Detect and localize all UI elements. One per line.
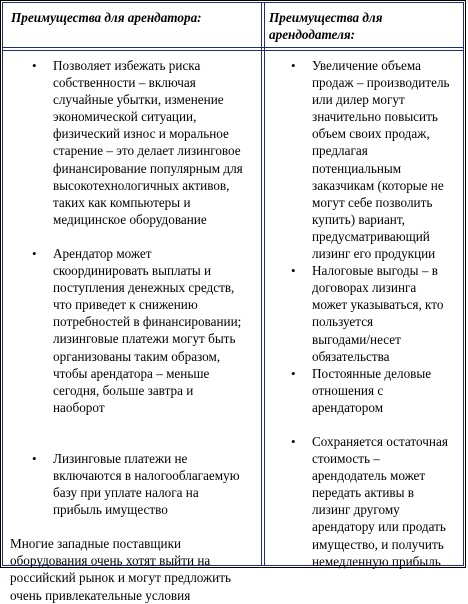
list-item-line: наоборот <box>53 399 105 415</box>
bullet-icon: • <box>291 433 296 449</box>
header-lessee-benefits: Преимущества для арендатора: <box>11 10 202 25</box>
list-item <box>10 57 258 228</box>
list-item-line: заказчикам (которые не <box>312 177 444 193</box>
list-item-line: объем своих продаж, <box>312 126 430 142</box>
list-item-line: значительно повысить <box>312 109 438 125</box>
list-item-line: прибыль имущество <box>53 502 168 518</box>
paragraph-line: российский рынок и могут предложить <box>10 570 232 586</box>
list-item-line: пользуется <box>312 314 374 330</box>
column-divider <box>261 3 265 565</box>
list-item <box>269 262 463 365</box>
list-item-line: Позволяет избежать риска <box>53 58 201 73</box>
spacer <box>10 228 258 245</box>
paragraph-line: Многие западные поставщики <box>10 536 182 552</box>
list-item-line: лизинг его продукции <box>312 246 436 262</box>
list-item-line: договорах лизинга <box>312 280 417 296</box>
list-item-line: потребностей в финансировании; <box>53 314 242 330</box>
bullet-icon: • <box>32 245 37 261</box>
header-divider <box>3 47 463 51</box>
lessor-benefits-column <box>269 57 463 570</box>
bullet-icon: • <box>291 58 296 73</box>
list-item-line: продаж – производитель <box>312 75 450 91</box>
list-item-line: может указываться, кто <box>312 297 444 313</box>
list-item-line: купить) вариант, <box>312 211 405 227</box>
list-item-line: могут себе позволить <box>312 194 433 210</box>
list-item-line: финансирование популярным для <box>53 160 243 176</box>
list-item-line: немедленную прибыль <box>312 553 441 569</box>
list-item-line: Арендатор может <box>53 245 152 261</box>
paragraph-line: очень привлекательные условия <box>10 587 191 603</box>
list-item-line: имущество, и получить <box>312 536 444 552</box>
list-item-line: таких как компьютеры и <box>53 194 191 210</box>
list-item-line: отношения с <box>312 382 384 398</box>
list-item-line: что приведет к снижению <box>53 297 198 313</box>
list-item-line: передать активы в <box>312 485 414 501</box>
lessee-benefits-column <box>10 57 258 604</box>
list-item-line: организованы таким образом, <box>53 348 221 364</box>
header-lessor-benefits: Преимущества для арендодателя: <box>269 10 383 42</box>
list-item <box>269 365 463 416</box>
spacer <box>10 416 258 433</box>
bullet-icon: • <box>32 450 37 466</box>
bullet-icon: • <box>291 263 296 279</box>
list-item-line: медицинское оборудование <box>53 211 207 227</box>
bullet-icon: • <box>291 365 296 381</box>
list-item-line: Сохраняется остаточная <box>312 433 448 449</box>
list-item-line: предусматривающий <box>312 228 430 244</box>
list-item-line: Налоговые выгоды – в <box>312 263 438 279</box>
list-item-line: скоординировать выплаты и <box>53 263 212 279</box>
list-item-line: Лизинговые платежи не <box>53 450 188 466</box>
list-item <box>269 433 463 570</box>
bullet-icon: • <box>32 58 37 73</box>
list-item-line: лизинг другому <box>312 502 400 518</box>
list-item-line: выгодами/несет <box>312 331 401 347</box>
list-item-line: высокотехнологичных активов, <box>53 177 230 193</box>
list-item-line: чтобы арендатора – меньше <box>53 365 210 381</box>
list-item-line: или дилер могут <box>312 92 405 108</box>
list-item-line: Увеличение объема <box>312 58 421 73</box>
list-item-line: арендатором <box>312 399 384 415</box>
list-item-line: арендодатель может <box>312 468 426 484</box>
list-item-line: потенциальным <box>312 160 402 176</box>
list-item-line: лизинговые платежи могут быть <box>53 331 236 347</box>
list-item-line: включаются в налогооблагаемую <box>53 467 240 483</box>
spacer <box>269 416 463 433</box>
closing-paragraph <box>10 535 258 603</box>
list-item-line: Постоянные деловые <box>312 365 432 381</box>
paragraph-line: оборудования очень хотят выйти на <box>10 553 211 569</box>
list-item <box>10 245 258 416</box>
list-item-line: собственности – включая <box>53 75 196 91</box>
list-item-line: старение – это делает лизинговое <box>53 143 241 159</box>
list-item-line: предлагая <box>312 143 368 159</box>
list-item-line: базу при уплате налога на <box>53 485 199 501</box>
list-item-line: случайные убытки, изменение <box>53 92 224 108</box>
table-frame <box>2 2 464 603</box>
list-item-line: стоимость – <box>312 451 380 467</box>
list-item <box>10 450 258 518</box>
list-item-line: обязательства <box>312 348 390 364</box>
list-item-line: арендатору или продать <box>312 519 446 535</box>
list-item-line: физический износ и моральное <box>53 126 229 142</box>
spacer <box>10 518 258 535</box>
list-item-line: поступления денежных средств, <box>53 280 235 296</box>
list-item-line: сегодня, больше завтра и <box>53 382 194 398</box>
list-item-line: экономической ситуации, <box>53 109 197 125</box>
list-item <box>269 57 463 262</box>
spacer <box>10 433 258 450</box>
